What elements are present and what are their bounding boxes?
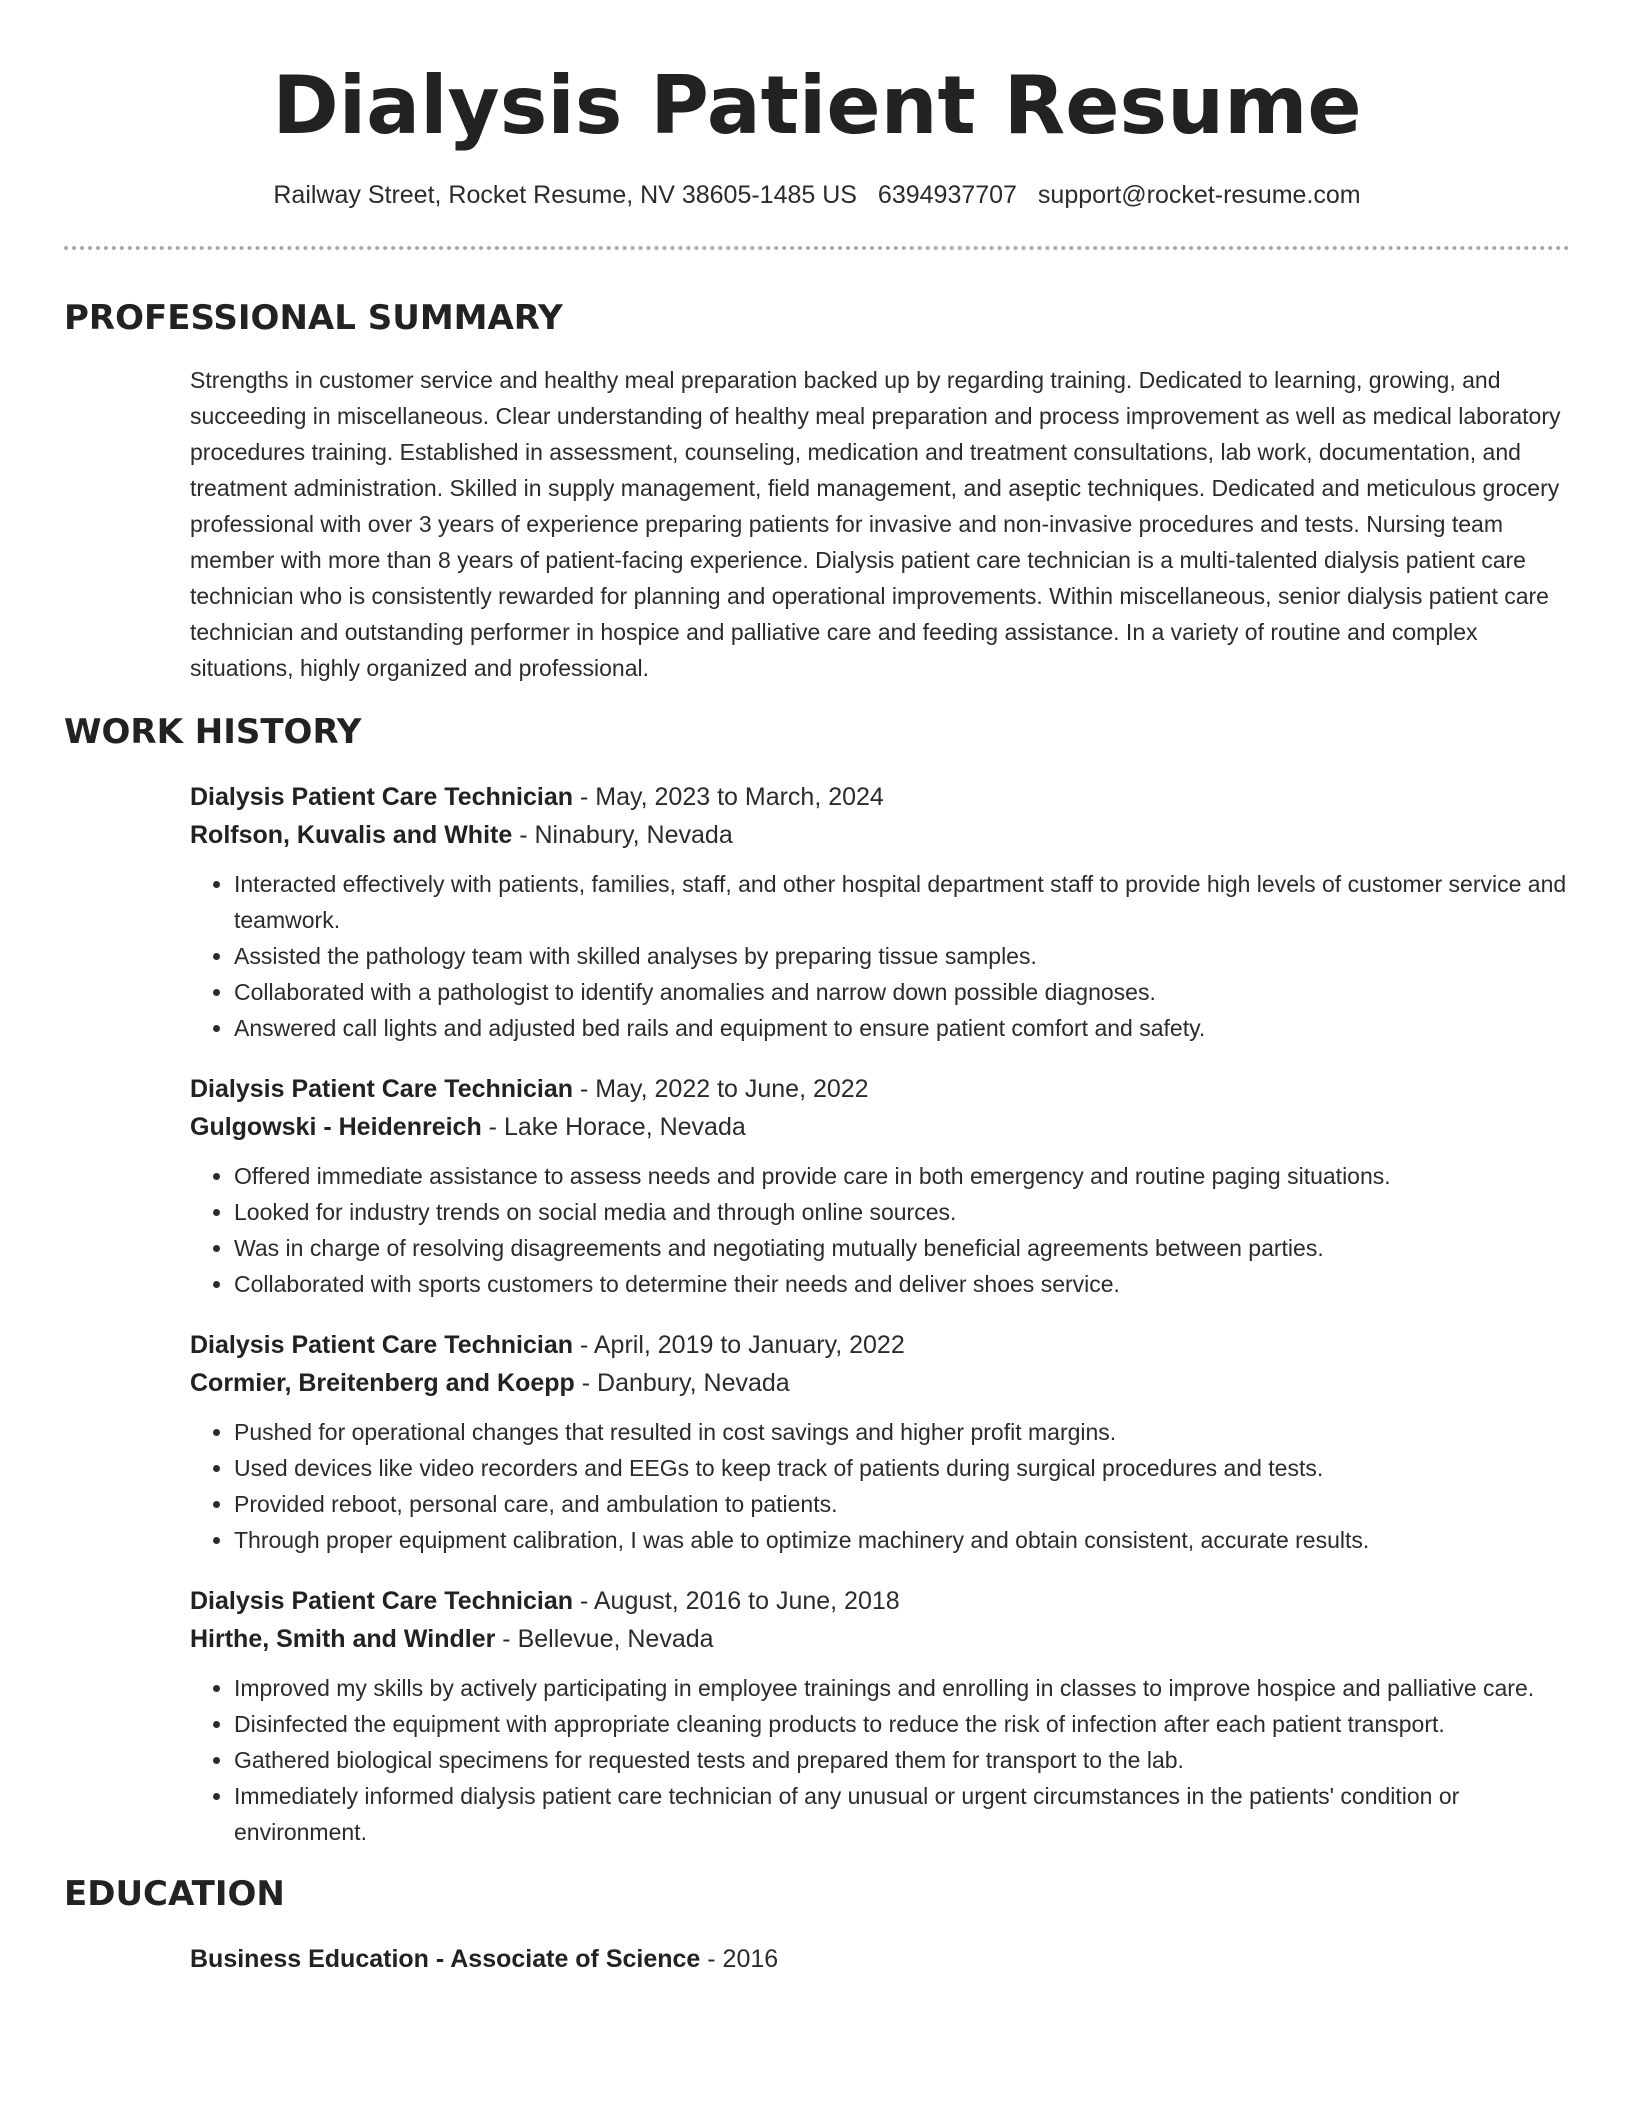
job-dates: - May, 2022 to June, 2022 [573,1075,869,1103]
work-history-heading: WORK HISTORY [64,712,362,752]
job-role-line [190,1326,1570,1364]
job-bullets [190,1414,1570,1558]
contact-phone: 6394937707 [877,181,1017,209]
job-location: - Lake Horace, Nevada [481,1113,746,1141]
job-role: Dialysis Patient Care Technician [190,1587,574,1615]
job-company-line [190,1108,1570,1146]
summary-heading: PROFESSIONAL SUMMARY [64,298,563,338]
job-bullet: • Pushed for operational changes that resulted in cost savings and higher profit margins. [234,1414,1570,1450]
job-bullet: • Assisted the pathology team with skilled analyses by preparing tissue samples. [234,938,1570,974]
education-degree: Business Education - Associate of Science [190,1945,701,1973]
job-bullet: • Gathered biological specimens for requested tests and prepared them for transport to the lab. [234,1742,1570,1778]
job-location: - Bellevue, Nevada [495,1625,714,1653]
job-bullet: • Collaborated with a pathologist to identify anomalies and narrow down possible diagnoses. [234,974,1570,1010]
education-section [64,1872,1570,1978]
job-role-line [190,1070,1570,1108]
job-location: - Ninabury, Nevada [512,821,733,849]
work-history-section [64,710,1570,1850]
job-location: - Danbury, Nevada [574,1369,790,1397]
job-bullet: • Interacted effectively with patients, families, staff, and other hospital department staff to provide high levels of customer service and teamwork. [234,866,1570,938]
contact-line [64,180,1570,210]
job-company: Cormier, Breitenberg and Koepp [190,1369,575,1397]
job-bullet: • Used devices like video recorders and EEGs to keep track of patients during surgical procedures and tests. [234,1450,1570,1486]
contact-email[interactable]: support@rocket-resume.com [1037,181,1361,209]
job-dates: - April, 2019 to January, 2022 [573,1331,905,1359]
education-line [190,1940,1570,1978]
job-role-line [190,1582,1570,1620]
job-entry [190,1582,1570,1850]
job-bullet: • Disinfected the equipment with appropriate cleaning products to reduce the risk of infection after each patient transport. [234,1706,1570,1742]
job-bullet: • Improved my skills by actively participating in employee trainings and enrolling in classes to improve hospice and palliative care. [234,1670,1570,1706]
job-entry [190,778,1570,1046]
job-bullet: • Provided reboot, personal care, and ambulation to patients. [234,1486,1570,1522]
job-bullet: • Answered call lights and adjusted bed rails and equipment to ensure patient comfort and safety. [234,1010,1570,1046]
job-bullet: • Through proper equipment calibration, I was able to optimize machinery and obtain consistent, accurate results. [234,1522,1570,1558]
header-divider [64,246,1570,250]
job-company: Rolfson, Kuvalis and White [190,821,513,849]
resume-title: Dialysis Patient Resume [272,59,1362,152]
resume-page [64,0,1570,1978]
job-company: Hirthe, Smith and Windler [190,1625,496,1653]
job-bullets [190,1158,1570,1302]
job-bullet: • Offered immediate assistance to assess needs and provide care in both emergency and routine paging situations. [234,1158,1570,1194]
contact-address: Railway Street, Rocket Resume, NV 38605-1485 US [273,181,857,209]
job-company-line [190,816,1570,854]
education-year: - 2016 [700,1945,779,1973]
job-bullets [190,866,1570,1046]
job-bullets [190,1670,1570,1850]
job-company-line [190,1364,1570,1402]
job-role: Dialysis Patient Care Technician [190,1331,574,1359]
education-heading: EDUCATION [64,1874,285,1914]
job-entry [190,1326,1570,1558]
job-role: Dialysis Patient Care Technician [190,1075,574,1103]
job-bullet: • Collaborated with sports customers to determine their needs and deliver shoes service. [234,1266,1570,1302]
job-bullet: • Was in charge of resolving disagreements and negotiating mutually beneficial agreements between parties. [234,1230,1570,1266]
job-entry [190,1070,1570,1302]
education-entry [190,1940,1570,1978]
job-role: Dialysis Patient Care Technician [190,783,574,811]
job-bullet: • Immediately informed dialysis patient care technician of any unusual or urgent circumstances in the patients' condition or environment. [234,1778,1570,1850]
job-role-line [190,778,1570,816]
job-company-line [190,1620,1570,1658]
summary-section [64,296,1570,686]
job-dates: - May, 2023 to March, 2024 [573,783,884,811]
job-company: Gulgowski - Heidenreich [190,1113,482,1141]
summary-text: Strengths in customer service and healthy meal preparation backed up by regarding training. Dedicated to learning, growing, and succeeding in miscellaneous. Clear understanding of healthy meal preparation and process improvement as well as medical laboratory procedures training. Established in assessment, counseling, medication and treatment consultations, lab work, documentation, and treatment administration. Skilled in supply management, field management, and aseptic techniques. Dedicated and meticulous grocery professional with over 3 years of experience preparing patients for invasive and non-invasive procedures and tests. Nursing team member with more than 8 years of patient-facing experience. Dialysis patient care technician is a multi-talented dialysis patient care technician who is consistently rewarded for planning and operational improvements. Within miscellaneous, senior dialysis patient care technician and outstanding performer in hospice and palliative care and feeding assistance. In a variety of routine and complex situations, highly organized and professional. [190,367,1561,681]
job-dates: - August, 2016 to June, 2018 [573,1587,900,1615]
job-bullet: • Looked for industry trends on social media and through online sources. [234,1194,1570,1230]
